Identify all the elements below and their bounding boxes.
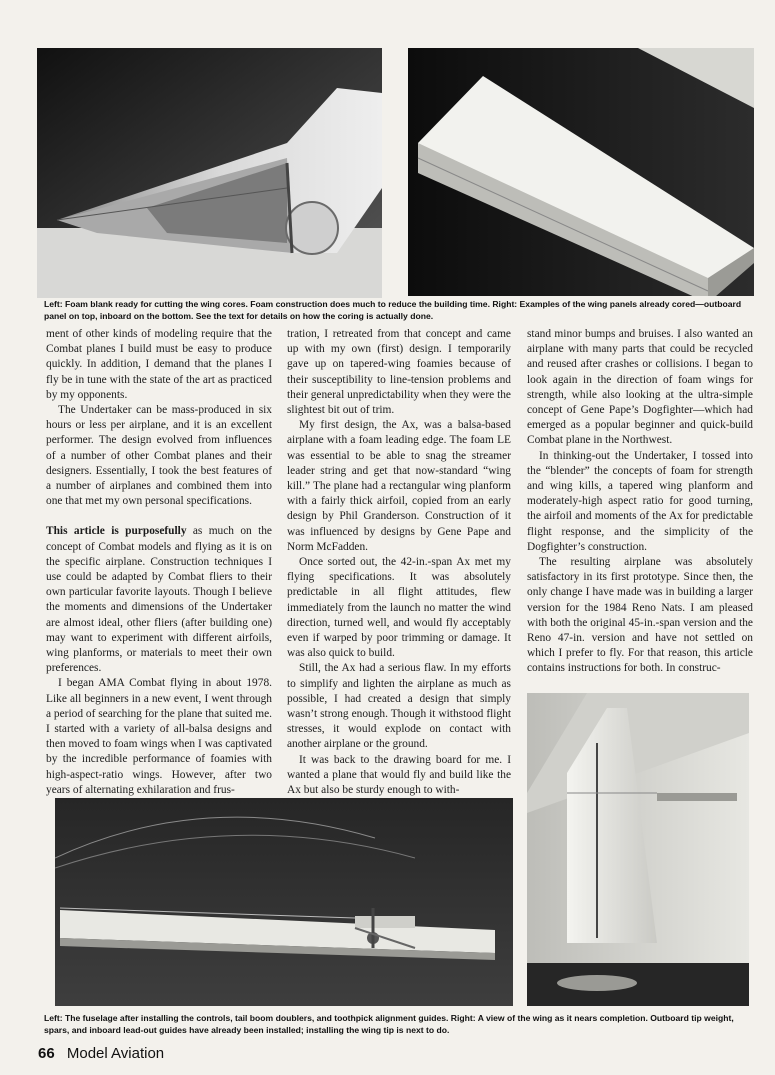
- photo-wing: [527, 693, 749, 1006]
- article-column-3: [527, 327, 753, 677]
- page-number: 66: [38, 1045, 55, 1062]
- paragraph: My first design, the Ax, was a balsa-based airplane with a foam leading edge. The foam LE was essential to be able to snag the streamer leader string and get that now-standard “wing kill.” The plane had a rectangular wing planform with a fairly thick airfoil, copied from an early design by Phil Granderson. Construction of it was influenced by designs by Gene Pape and Norm McFadden.: [287, 419, 511, 553]
- paragraph: The Undertaker can be mass-produced in six hours or less per airplane, and it is an excellent performer. The design evolved from influences of a number of other Combat planes and their designers. Essentially, I took the best features of a number of airplanes and combined them into one that met my own personal specifications.: [46, 404, 272, 508]
- paragraph-text: as much on the concept of Combat models and flying as it is on the specific airplane. Construction techniques I use could be adapted by Combat fliers to their own particular favorite layouts. Though I believe the moments and dimensions of the Undertaker are almost ideal, other fliers (after building one) may want to experiment with different airfoils, wing planforms, or materials to meet their own preferences.: [46, 525, 272, 675]
- cored-panels-image: [408, 48, 754, 296]
- magazine-title: Model Aviation: [66, 1045, 165, 1062]
- paragraph: stand minor bumps and bruises. I also wanted an airplane with many parts that could be recycled and reused after crashes or collisions. I began to look again in the direction of foam wings for strength, while also looking at the ultra-simple concept of Gene Pape’s Dogfighter—which had emerged as a popular beginner and quick-build Combat plane in the Northwest.: [527, 328, 753, 447]
- photo-foam-blank: [37, 48, 382, 298]
- paragraph: The resulting airplane was absolutely satisfactory in its first prototype. Since then, the only change I have made was in building a larger version for the 1984 Reno Nats. I am pleased with both the original 45-in.-span version and the Reno 47-in. version and have not settled on which I prefer to fly. For that reason, this article contains instructions for both. In construc-: [527, 556, 753, 675]
- fuselage-image: [55, 798, 513, 1006]
- lead-in-text: This article is purposefully: [46, 525, 187, 538]
- paragraph: tration, I retreated from that concept and came up with my own (first) design. I temporarily gave up on tapered-wing foamies because of their susceptibility to line-tension problems and their general unpredictability when they were the slightest bit out of trim.: [287, 328, 511, 417]
- paragraph: It was back to the drawing board for me. I wanted a plane that would fly and build like the Ax but also be sturdy enough to with-: [287, 753, 511, 797]
- photo-fuselage: [55, 798, 513, 1006]
- paragraph: Once sorted out, the 42-in.-span Ax met my flying specifications. It was absolutely predictable in all flight attitudes, flew immediately from the launch no matter the wind direction, turned well, and would fly acceptably even if warped by poor trimming or damage. It was also quick to build.: [287, 556, 511, 660]
- photo-cored-panels: [408, 48, 754, 296]
- paragraph: In thinking-out the Undertaker, I tossed into the “blender” the concepts of foam for strength and wing kills, a tapered wing planform and moderately-high aspect ratio for good turning, the airfoil and moments of the Ax for predictable flight response, and the simplicity of the Dogfighter’s construction.: [527, 449, 753, 553]
- article-column-2: [287, 327, 511, 798]
- wing-image: [527, 693, 749, 1006]
- paragraph: ment of other kinds of modeling require that the Combat planes I build must be easy to produce quickly. In addition, I demand that the planes I fly be in tune with the state of the art as practiced by my opponents.: [46, 328, 272, 401]
- page-footer: [38, 1045, 164, 1062]
- caption-bottom: Left: The fuselage after installing the controls, tail boom doublers, and toothpick alignment guides. Right: A view of the wing as it nears completion. Outboard tip weight, spars, and inboard lead-out guides have already been installed; installing the wing tip is next to do.: [44, 1013, 734, 1035]
- article-column-1: [46, 327, 272, 798]
- paragraph: [46, 524, 272, 676]
- paragraph: I began AMA Combat flying in about 1978. Like all beginners in a new event, I went through a period of searching for the plane that suited me. I started with a variety of all-balsa designs and then moved to foam wings when I was captivated by the incredible performance of foamies with high-aspect-ratio wings. However, after two years of alternating exhilaration and frus-: [46, 677, 272, 796]
- caption-top: Left: Foam blank ready for cutting the wing cores. Foam construction does much to reduce the building time. Right: Examples of the wing panels already cored—outboard panel on top, inboard on the bottom. See the text for details on how the coring is actually done.: [44, 299, 742, 321]
- paragraph: Still, the Ax had a serious flaw. In my efforts to simplify and lighten the airplane as much as possible, I had created a design that simply wasn’t strong enough. Though it withstood flight stresses, it would explode on contact with another airplane or the ground.: [287, 662, 511, 751]
- foam-blank-image: [37, 48, 382, 298]
